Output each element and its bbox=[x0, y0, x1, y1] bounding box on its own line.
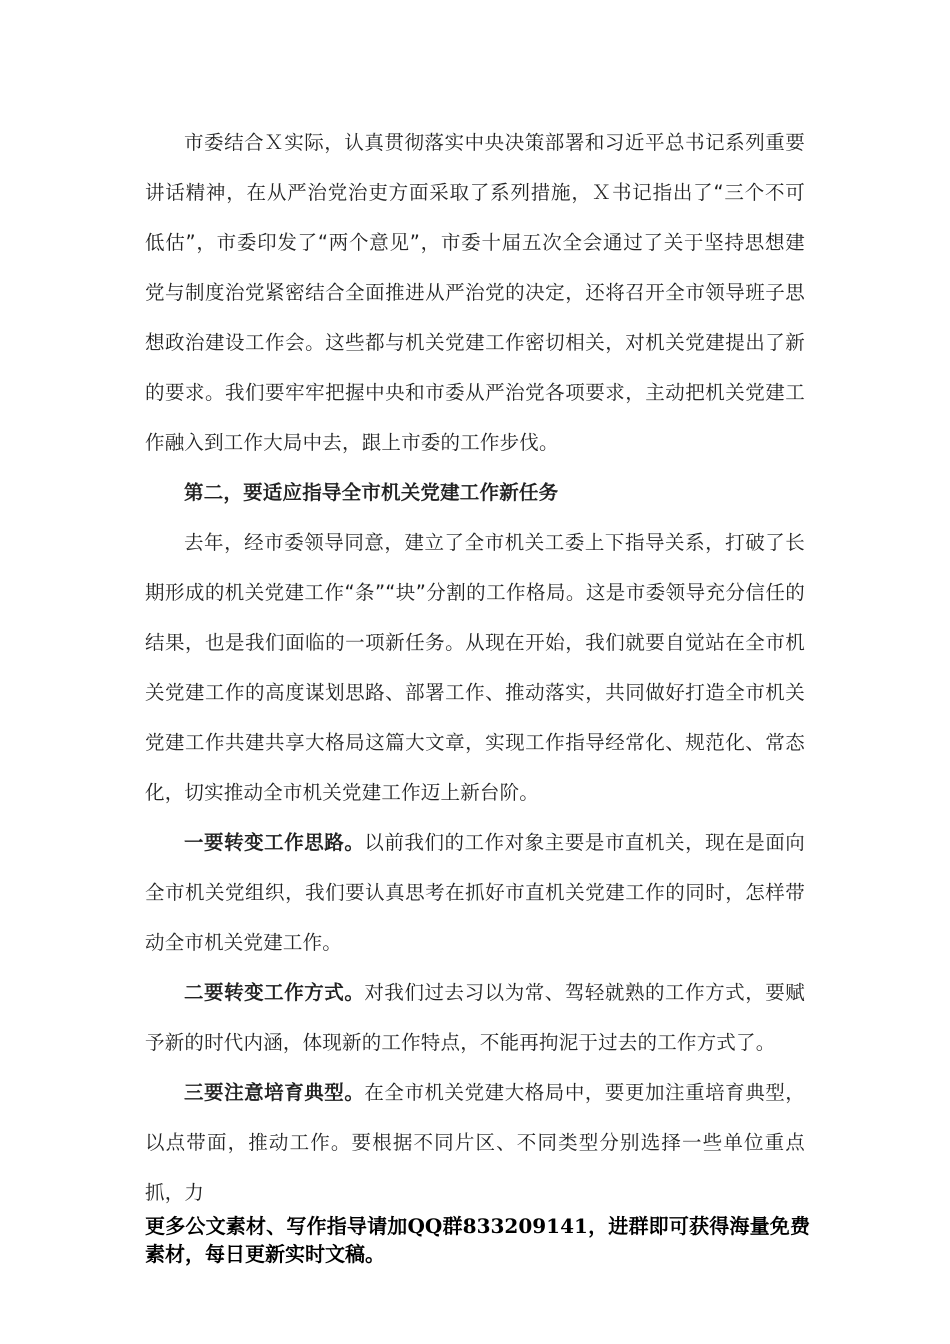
paragraph-point-one bbox=[145, 818, 805, 968]
paragraph-last-year: 去年，经市委领导同意，建立了全市机关工委上下指导关系，打破了长期形成的机关党建工作“条”“块”分割的工作格局。这是市委领导充分信任的结果，也是我们面临的一项新任务。从现在开始，我们就要自觉站在全市机关党建工作的高度谋划思路、部署工作、推动落实，共同做好打造全市机关党建工作共建共享大格局这篇大文章，实现工作指导经常化、规范化、常态化，切实推动全市机关党建工作迈上新台阶。 bbox=[145, 531, 805, 804]
paragraph-municipal-committee: 市委结合Ｘ实际，认真贯彻落实中央决策部署和习近平总书记系列重要讲话精神，在从严治党治吏方面采取了系列措施，Ｘ书记指出了“三个不可低估”，市委印发了“两个意见”，市委十届五次全会通过了关于坚持思想建党与制度治党紧密结合全面推进从严治党的决定，还将召开全市领导班子思想政治建设工作会。这些都与机关党建工作密切相关，对机关党建提出了新的要求。我们要牢牢把握中央和市委从严治党各项要求，主动把机关党建工作融入到工作大局中去，跟上市委的工作步伐。 bbox=[145, 131, 805, 454]
paragraph-point-three bbox=[145, 1068, 805, 1218]
point-three-lead: 三要注意培育典型。 bbox=[184, 1081, 365, 1104]
point-two-lead: 二要转变工作方式。 bbox=[184, 981, 365, 1004]
paragraph-point-two bbox=[145, 968, 805, 1068]
point-one-lead: 一要转变工作思路。 bbox=[184, 831, 365, 854]
point-three-text: 在全市机关党建大格局中，要更加注重培育典型，以点带面，推动工作。要根据不同片区、不同类型分别选择一些单位重点抓，力 bbox=[145, 1081, 805, 1204]
document-body bbox=[145, 118, 805, 1218]
promo-footer: 更多公文素材、写作指导请加QQ群833209141，进群即可获得海量免费素材，每日更新实时文稿。 bbox=[145, 1214, 810, 1266]
point-one-text: 以前我们的工作对象主要是市直机关，现在是面向全市机关党组织，我们要认真思考在抓好市直机关党建工作的同时，怎样带动全市机关党建工作。 bbox=[145, 831, 805, 954]
section-heading-second: 第二，要适应指导全市机关党建工作新任务 bbox=[184, 481, 559, 504]
point-two-text: 对我们过去习以为常、驾轻就熟的工作方式，要赋予新的时代内涵，体现新的工作特点，不能再拘泥于过去的工作方式了。 bbox=[145, 981, 805, 1054]
